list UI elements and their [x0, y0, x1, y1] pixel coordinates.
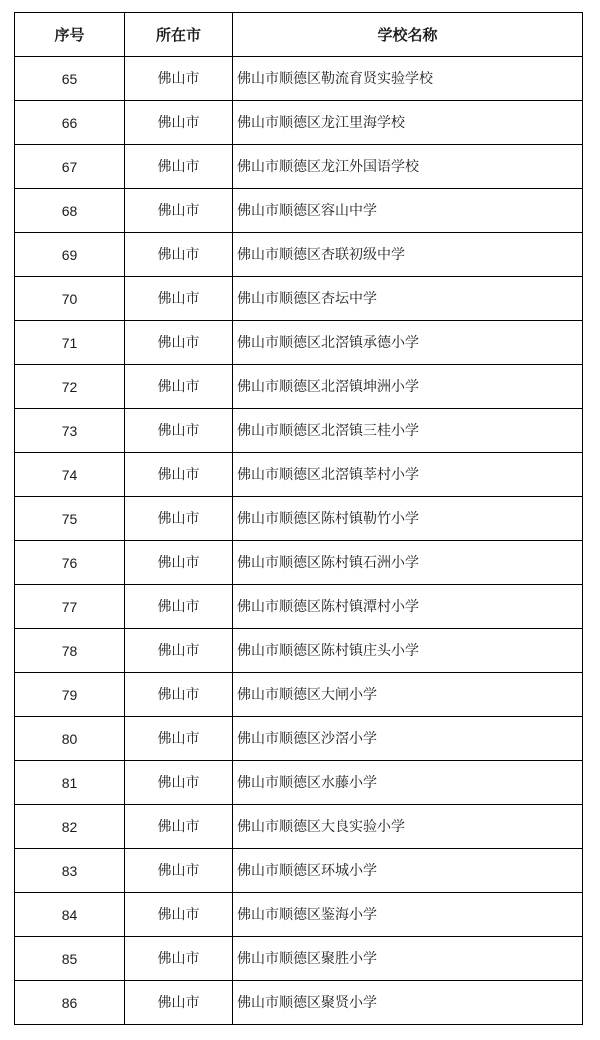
- cell-serial-number: 75: [15, 497, 125, 541]
- table-row: [15, 673, 583, 717]
- table-row: [15, 101, 583, 145]
- cell-serial-number: 79: [15, 673, 125, 717]
- table-row: [15, 233, 583, 277]
- cell-city: 佛山市: [125, 321, 233, 365]
- cell-city: 佛山市: [125, 101, 233, 145]
- table-row: [15, 57, 583, 101]
- cell-city: 佛山市: [125, 937, 233, 981]
- cell-serial-number: 84: [15, 893, 125, 937]
- table-row: [15, 849, 583, 893]
- table-row: [15, 893, 583, 937]
- table-row: [15, 937, 583, 981]
- table-row: [15, 321, 583, 365]
- cell-school-name: 佛山市顺德区北滘镇莘村小学: [233, 453, 583, 497]
- cell-city: 佛山市: [125, 453, 233, 497]
- cell-city: 佛山市: [125, 629, 233, 673]
- cell-serial-number: 65: [15, 57, 125, 101]
- cell-city: 佛山市: [125, 145, 233, 189]
- cell-school-name: 佛山市顺德区陈村镇勒竹小学: [233, 497, 583, 541]
- cell-school-name: 佛山市顺德区龙江里海学校: [233, 101, 583, 145]
- cell-serial-number: 85: [15, 937, 125, 981]
- cell-school-name: 佛山市顺德区北滘镇承德小学: [233, 321, 583, 365]
- cell-school-name: 佛山市顺德区聚胜小学: [233, 937, 583, 981]
- table-row: [15, 629, 583, 673]
- cell-city: 佛山市: [125, 365, 233, 409]
- school-table: [14, 12, 583, 1025]
- cell-serial-number: 86: [15, 981, 125, 1025]
- cell-city: 佛山市: [125, 497, 233, 541]
- cell-serial-number: 66: [15, 101, 125, 145]
- cell-school-name: 佛山市顺德区北滘镇三桂小学: [233, 409, 583, 453]
- header-city: 所在市: [125, 13, 233, 57]
- cell-city: 佛山市: [125, 981, 233, 1025]
- cell-school-name: 佛山市顺德区陈村镇石洲小学: [233, 541, 583, 585]
- cell-school-name: 佛山市顺德区水藤小学: [233, 761, 583, 805]
- cell-school-name: 佛山市顺德区容山中学: [233, 189, 583, 233]
- table-header-row: [15, 13, 583, 57]
- cell-serial-number: 81: [15, 761, 125, 805]
- table-row: [15, 409, 583, 453]
- table-row: [15, 453, 583, 497]
- cell-school-name: 佛山市顺德区大闸小学: [233, 673, 583, 717]
- cell-school-name: 佛山市顺德区杏联初级中学: [233, 233, 583, 277]
- cell-city: 佛山市: [125, 893, 233, 937]
- cell-serial-number: 74: [15, 453, 125, 497]
- table-row: [15, 541, 583, 585]
- cell-serial-number: 72: [15, 365, 125, 409]
- cell-serial-number: 68: [15, 189, 125, 233]
- table-row: [15, 585, 583, 629]
- cell-city: 佛山市: [125, 717, 233, 761]
- header-school-name: 学校名称: [233, 13, 583, 57]
- cell-school-name: 佛山市顺德区聚贤小学: [233, 981, 583, 1025]
- cell-serial-number: 76: [15, 541, 125, 585]
- cell-serial-number: 67: [15, 145, 125, 189]
- cell-city: 佛山市: [125, 277, 233, 321]
- table-row: [15, 145, 583, 189]
- cell-school-name: 佛山市顺德区勒流育贤实验学校: [233, 57, 583, 101]
- cell-city: 佛山市: [125, 585, 233, 629]
- cell-serial-number: 80: [15, 717, 125, 761]
- cell-serial-number: 69: [15, 233, 125, 277]
- cell-city: 佛山市: [125, 673, 233, 717]
- cell-serial-number: 83: [15, 849, 125, 893]
- table-row: [15, 981, 583, 1025]
- cell-serial-number: 71: [15, 321, 125, 365]
- cell-school-name: 佛山市顺德区龙江外国语学校: [233, 145, 583, 189]
- table-row: [15, 189, 583, 233]
- header-serial-number: 序号: [15, 13, 125, 57]
- cell-school-name: 佛山市顺德区大良实验小学: [233, 805, 583, 849]
- cell-school-name: 佛山市顺德区鉴海小学: [233, 893, 583, 937]
- cell-serial-number: 73: [15, 409, 125, 453]
- table-row: [15, 761, 583, 805]
- cell-school-name: 佛山市顺德区杏坛中学: [233, 277, 583, 321]
- table-body: [15, 57, 583, 1025]
- table-row: [15, 365, 583, 409]
- cell-city: 佛山市: [125, 805, 233, 849]
- cell-school-name: 佛山市顺德区沙滘小学: [233, 717, 583, 761]
- cell-city: 佛山市: [125, 57, 233, 101]
- cell-city: 佛山市: [125, 409, 233, 453]
- cell-school-name: 佛山市顺德区陈村镇庄头小学: [233, 629, 583, 673]
- cell-serial-number: 70: [15, 277, 125, 321]
- cell-serial-number: 77: [15, 585, 125, 629]
- table-row: [15, 805, 583, 849]
- cell-serial-number: 82: [15, 805, 125, 849]
- cell-city: 佛山市: [125, 233, 233, 277]
- cell-school-name: 佛山市顺德区北滘镇坤洲小学: [233, 365, 583, 409]
- cell-city: 佛山市: [125, 541, 233, 585]
- cell-city: 佛山市: [125, 761, 233, 805]
- cell-school-name: 佛山市顺德区环城小学: [233, 849, 583, 893]
- table-row: [15, 497, 583, 541]
- cell-serial-number: 78: [15, 629, 125, 673]
- table-row: [15, 717, 583, 761]
- cell-city: 佛山市: [125, 189, 233, 233]
- cell-school-name: 佛山市顺德区陈村镇潭村小学: [233, 585, 583, 629]
- table-row: [15, 277, 583, 321]
- cell-city: 佛山市: [125, 849, 233, 893]
